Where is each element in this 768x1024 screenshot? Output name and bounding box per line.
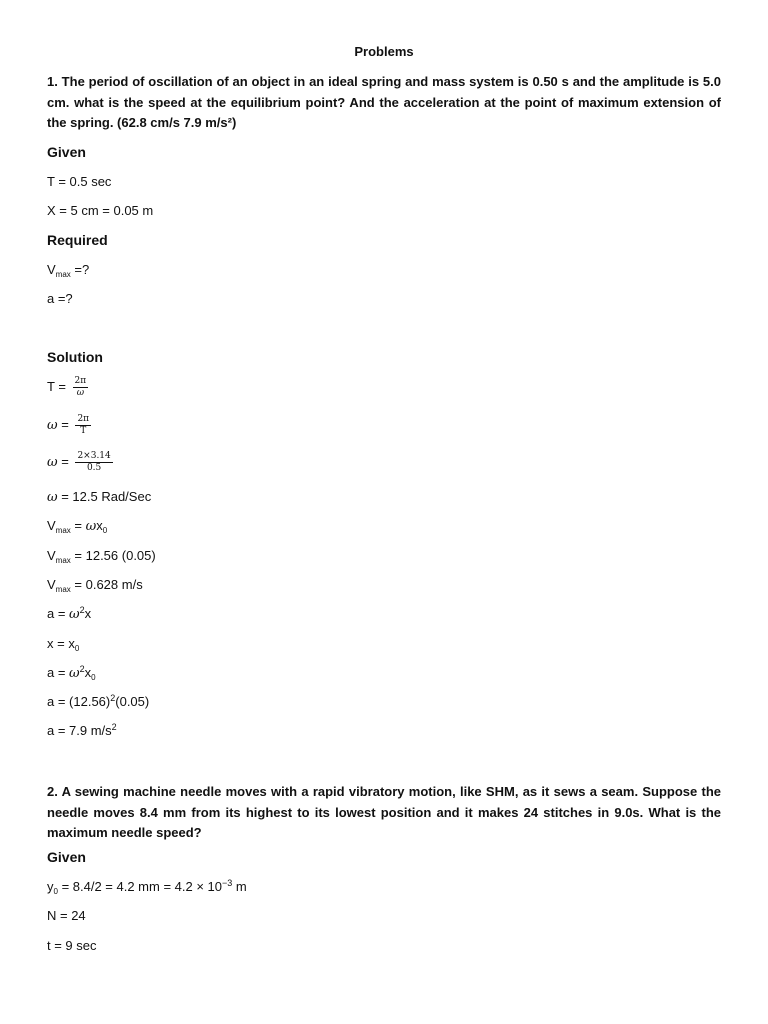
equation-x-equals-x0: $x = x_0$ xyxy=(47,636,80,653)
equation-omega-substituted: ω = $\frac{2\times 3.14}{0.5}$ xyxy=(47,451,111,473)
fraction-numeric: $\frac{2\times 3.14}{0.5}$ xyxy=(77,451,111,473)
equation-acceleration-x0: $a = \omega^2x_0$ xyxy=(47,664,96,682)
fraction-2pi-over-omega: $\frac{2\pi}{\omega}$ xyxy=(74,376,87,398)
given-y0: $y_0 = 8.4/2 = 4.2$ mm = $4.2 \times 10^{-3}$ m xyxy=(47,878,247,896)
problem-1-statement: 1. The period of oscillation of an object in an ideal spring and mass system is 0.50 s and the amplitude is 5.0 cm. what is the speed at the equilibrium point? And the acceleration at the point of maximum extension of the spring. (62.8 cm/s 7.9 m/s²) xyxy=(47,74,721,130)
required-acceleration: a =? xyxy=(47,291,73,306)
equation-acceleration-result: a = 7.9 $m/s^2$ xyxy=(47,722,117,738)
equation-acceleration-formula: $a = \omega^2x$ xyxy=(47,605,92,622)
given-period: T = 0.5 sec xyxy=(47,174,112,189)
given-stitch-count: N = 24 xyxy=(47,908,86,923)
fraction-2pi-over-T: $\frac{2\pi}{T}$ xyxy=(77,414,90,436)
equation-vmax-result: $V_{max} = 0.628$ m/s xyxy=(47,577,143,594)
problem-2-given-heading: Given xyxy=(47,849,86,865)
equation-acceleration-substituted: $a = (12.56)^2(0.05)$ xyxy=(47,693,150,709)
equation-period: T = $\frac{2\pi}{\omega}$ xyxy=(47,376,87,398)
equation-omega-formula: ω = $\frac{2\pi}{T}$ xyxy=(47,414,90,436)
problem-1-given-heading: Given xyxy=(47,144,86,160)
problem-1-required-heading: Required xyxy=(47,232,108,248)
equation-vmax-substituted: $V_{max} = 12.56$ (0.05) xyxy=(47,548,156,565)
page-title: Problems xyxy=(354,44,414,59)
problem-2-statement: 2. A sewing machine needle moves with a rapid vibratory motion, like SHM, as it sews a seam. Suppose the needle moves 8.4 mm from its highest to its lowest position and it makes 24 stitches in 9.0s. What is the maximum needle speed? xyxy=(47,784,721,840)
equation-vmax-formula: $V_{max} = \omega x_0$ xyxy=(47,518,108,535)
given-time: t = 9 sec xyxy=(47,938,97,953)
problem-1-solution-heading: Solution xyxy=(47,349,103,365)
required-vmax: $V_{max}$ =? xyxy=(47,262,90,279)
equation-omega-result: ω = 12.5 Rad/Sec xyxy=(47,489,152,505)
given-amplitude: X = 5 cm = 0.05 m xyxy=(47,203,154,218)
